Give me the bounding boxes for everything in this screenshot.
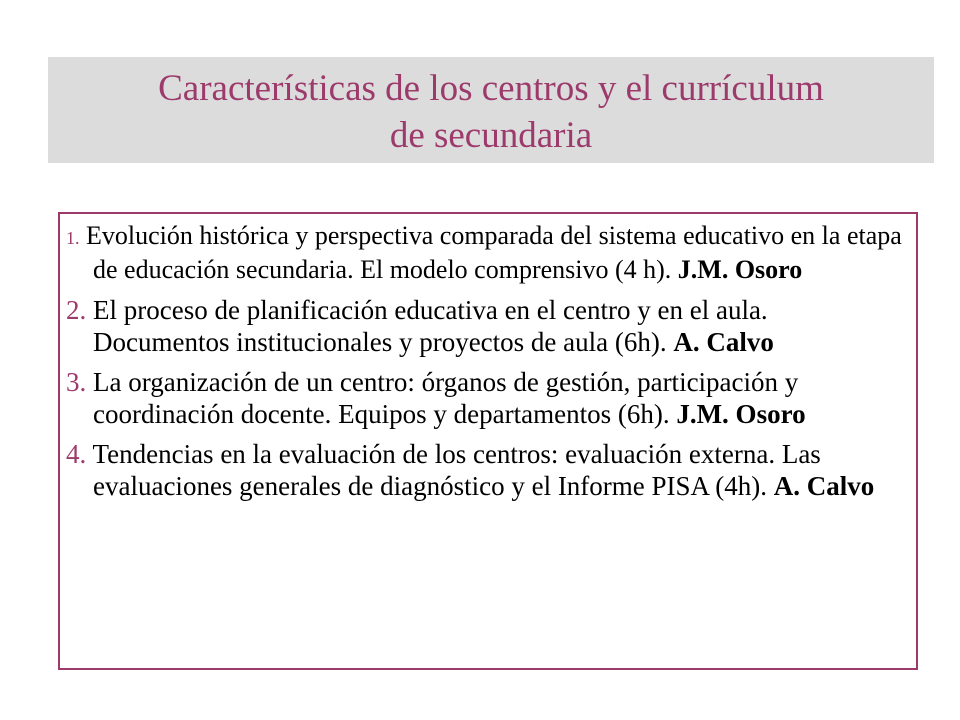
slide-title-line-2: de secundaria (389, 115, 593, 156)
topic-number: 2. (66, 295, 87, 325)
topic-item-1 (66, 220, 906, 286)
topic-author: J.M. Osoro (677, 255, 803, 284)
topic-text: Tendencias en la evaluación de los centros: evaluación externa. Las evaluaciones generales de diagnóstico y el Informe PISA (4h). (92, 439, 821, 501)
topic-item-3 (66, 366, 906, 430)
topic-number: 1. (66, 228, 80, 248)
topic-text: Evolución histórica y perspectiva comparada del sistema educativo en la etapa de educación secundaria. El modelo comprensivo (4 h). (86, 221, 902, 284)
topic-text: La organización de un centro: órganos de gestión, participación y coordinación docente. Equipos y departamentos (6h). (93, 367, 799, 429)
topic-author: A. Calvo (673, 327, 774, 357)
topic-text: El proceso de planificación educativa en el centro y en el aula. Documentos institucionales y proyectos de aula (6h). (93, 295, 768, 357)
topic-author: J.M. Osoro (676, 399, 806, 429)
topic-number: 3. (66, 367, 87, 397)
slide-title-line-1: Características de los centros y el currículum (158, 68, 824, 109)
topic-item-2 (66, 294, 906, 358)
topic-list (66, 220, 906, 510)
slide-title (48, 57, 934, 163)
topic-item-4 (66, 438, 906, 502)
topic-number: 4. (66, 439, 87, 469)
topic-author: A. Calvo (773, 471, 875, 501)
